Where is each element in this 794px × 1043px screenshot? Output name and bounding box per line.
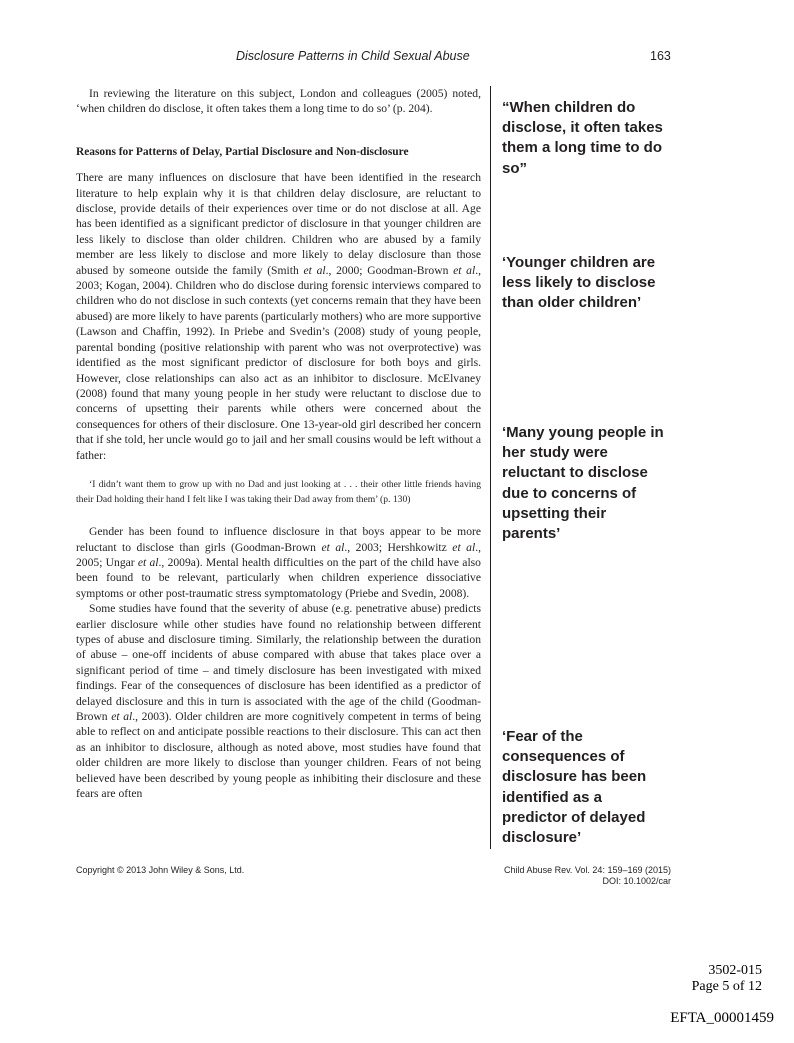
page-count: Page 5 of 12 [691, 978, 762, 994]
document-id: 3502-015 [708, 963, 762, 978]
pull-quote-3: ‘Many young people in her study were reluctant to disclose due to concerns of upsetting their parents’ [502, 424, 664, 543]
running-title: Disclosure Patterns in Child Sexual Abuse [236, 49, 470, 63]
paragraph-influences: There are many influences on disclosure that have been identified in the research literature to help explain why it is that children delay disclosure, are reluctant to disclose, provide details of their experiences over time or do not disclose at all. Age has been identified as a significant predictor of disclosure in that younger children are less likely to disclose than older children. Children who are abused by a family member are less likely to disclose and more likely to delay disclosure than those abused by someone outside the family (Smith et al., 2000; Goodman-Brown et al., 2003; Kogan, 2004). Children who do disclose during forensic interviews compared to children who do not disclose in such contexts (yet concerns remain that they have been abused) are more likely to have parents (particularly mothers) who are more supportive (Lawson and Chaffin, 1992). In Priebe and Svedin’s (2008) study of young people, parental bonding (positive relationship with parent who was not overprotective) was identified as the most significant predictor of disclosure for both boys and girls. However, close relationships can also act as an inhibitor to disclosure. McElvaney (2008) found that many young people in her study were reluctant to disclose due to concerns of upsetting their parents while others were concerned about the consequences for others of their disclosure. One 13-year-old girl described her concern that if she told, her uncle would go to jail and her small cousins would be left without a father: [76, 171, 481, 462]
pull-quote-2: ‘Younger children are less likely to disclose than older children’ [502, 254, 656, 312]
block-quote: ‘I didn’t want them to grow up with no Dad and just looking at . . . their other little friends having their Dad holding their hand I felt like I was taking their Dad away from them’ (p. 130) [76, 478, 481, 505]
pull-quote-1: “When children do disclose, it often takes them a long time to do so” [502, 99, 663, 177]
paragraph-severity: Some studies have found that the severity of abuse (e.g. penetrative abuse) predicts earlier disclosure while other studies have found no relationship between different types of abuse and disclosure timing. Similarly, the relationship between the duration of abuse – one-off incidents of abuse compared with abuse that takes place over a significant period of time – and timely disclosure has been investigated with mixed findings. Fear of the consequences of disclosure has been identified as a predictor of delayed disclosure and this in turn is associated with the age of the child (Goodman-Brown et al., 2003). Older children are more cognitively competent in terms of being able to reflect on and anticipate possible reactions to their disclosure. This can act then as an inhibitor to disclosure, although as noted above, most studies have found that older children are more likely to disclose than younger children. Fears of not being believed have been described by young people as inhibiting their disclosure and these fears are often [76, 602, 481, 801]
paragraph-intro: In reviewing the literature on this subject, London and colleagues (2005) noted, ‘when children do disclose, it often takes them a long time to do so’ (p. 204). [76, 87, 481, 116]
main-text-column [76, 86, 481, 801]
journal-citation [504, 865, 671, 886]
sidebar-divider [490, 86, 491, 849]
section-heading: Reasons for Patterns of Delay, Partial Disclosure and Non-disclosure [76, 145, 409, 158]
journal-reference: Child Abuse Rev. Vol. 24: 159–169 (2015) [504, 865, 671, 875]
pull-quote-4: ‘Fear of the consequences of disclosure has been identified as a predictor of delayed disclosure’ [502, 728, 647, 847]
doi: DOI: 10.1002/car [602, 875, 671, 886]
page-number: 163 [650, 49, 671, 63]
document-stamp [692, 963, 762, 994]
copyright-notice: Copyright © 2013 John Wiley & Sons, Ltd. [76, 865, 245, 875]
efta-number: EFTA_00001459 [670, 1010, 774, 1026]
paragraph-gender: Gender has been found to influence disclosure in that boys appear to be more reluctant to disclose than girls (Goodman-Brown et al., 2003; Hershkowitz et al., 2005; Ungar et al., 2009a). Mental health difficulties on the part of the child have also been found to be relevant, particularly when children experience dissociative symptoms or other post-traumatic stress symptomatology (Priebe and Svedin, 2008). [76, 525, 481, 600]
